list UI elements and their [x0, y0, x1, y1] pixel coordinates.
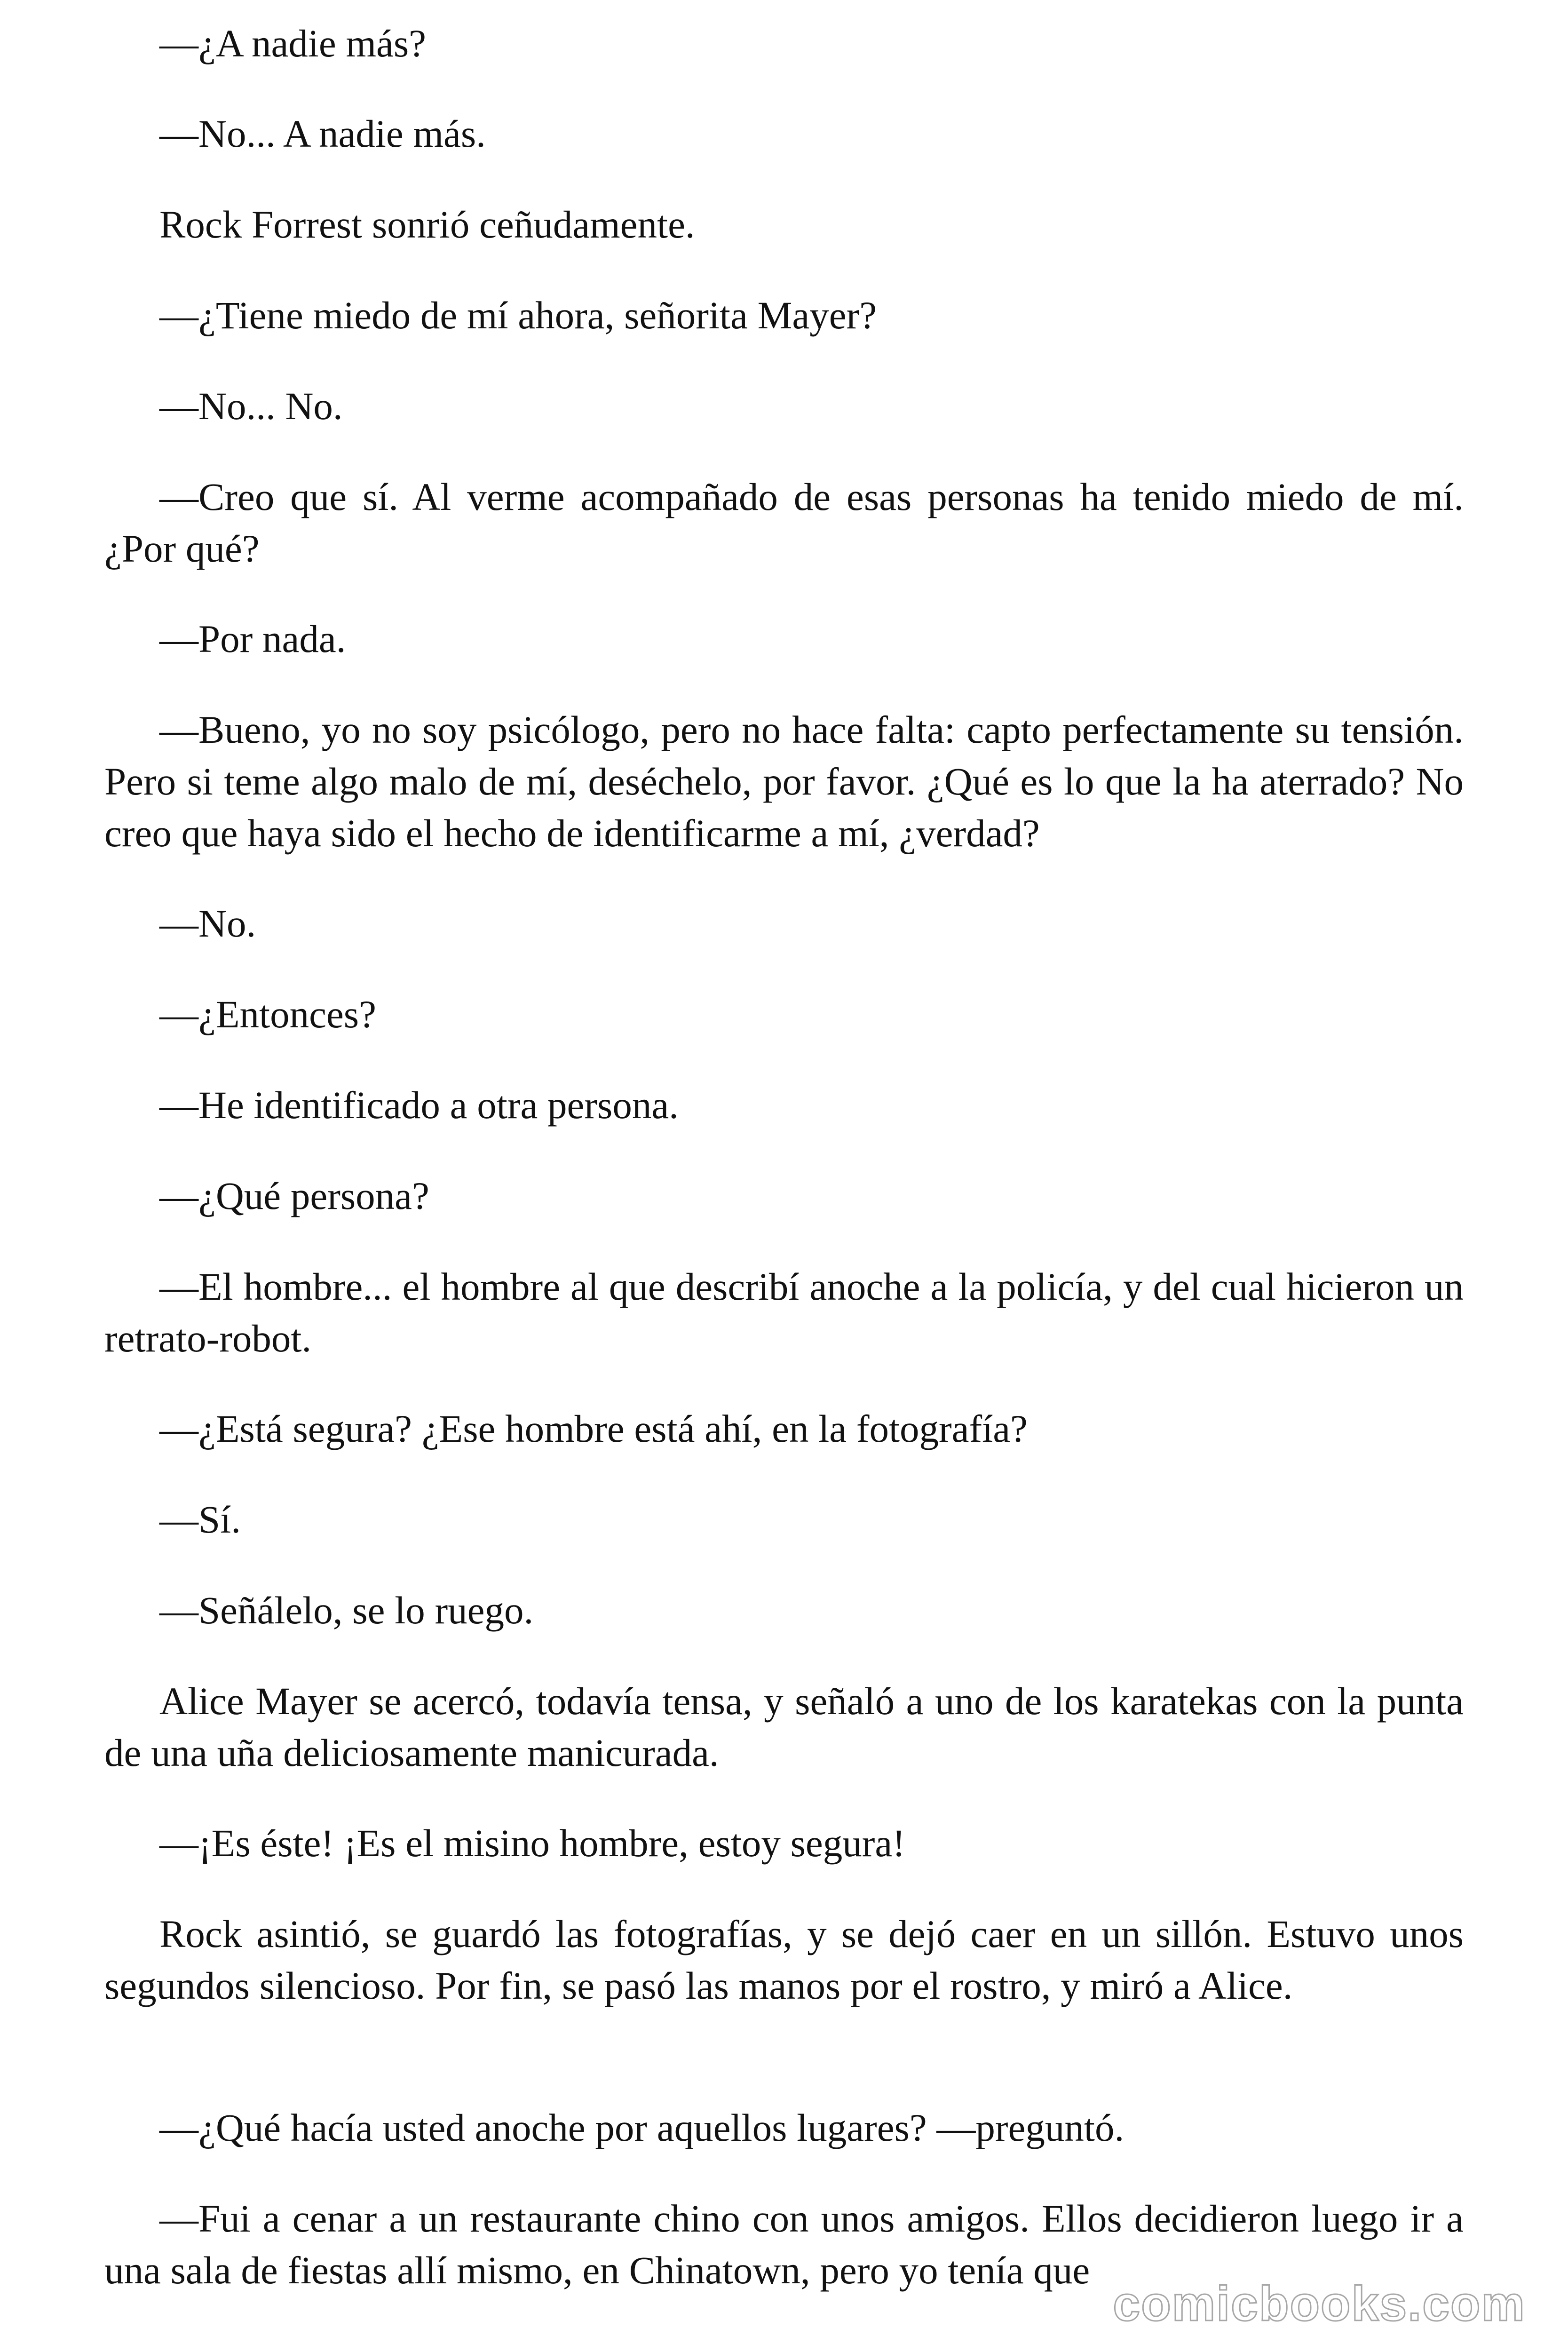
paragraph: —¿Entonces? — [159, 993, 376, 1036]
paragraph: —El hombre... el hombre al que describí anoche a la policía, y del cual hicieron un retrato-robot. — [104, 1265, 1464, 1360]
paragraph: —Creo que sí. Al verme acompañado de esas personas ha tenido miedo de mí. ¿Por qué? — [104, 475, 1464, 570]
paragraph: Rock Forrest sonrió ceñudamente. — [159, 203, 695, 246]
paragraph: —¿A nadie más? — [159, 22, 426, 65]
paragraph: —No. — [159, 902, 256, 945]
paragraph: Alice Mayer se acercó, todavía tensa, y señaló a uno de los karatekas con la punta de una uña deliciosamente manicurada. — [104, 1679, 1464, 1774]
paragraph: —¿Qué hacía usted anoche por aquellos lugares? —preguntó. — [159, 2106, 1125, 2149]
paragraph: —No... No. — [159, 384, 343, 428]
paragraph: —¿Está segura? ¿Ese hombre está ahí, en la fotografía? — [159, 1407, 1028, 1450]
paragraph: —¿Qué persona? — [159, 1174, 429, 1217]
paragraph: —Sí. — [159, 1498, 241, 1541]
paragraph: —Por nada. — [159, 617, 346, 660]
paragraph: —He identificado a otra persona. — [159, 1083, 679, 1127]
watermark-logo: comicbooks.com — [1113, 2277, 1526, 2331]
paragraph: —No... A nadie más. — [159, 112, 486, 155]
paragraph: Rock asintió, se guardó las fotografías, y se dejó caer en un sillón. Estuvo unos segundos silencioso. Por fin, se pasó las manos por el rostro, y miró a Alice. — [104, 1912, 1464, 2007]
paragraph: —Bueno, yo no soy psicólogo, pero no hace falta: capto perfectamente su tensión. Pero si teme algo malo de mí, deséchelo, por favor. ¿Qué es lo que la ha aterrado? No creo que haya sido el hecho de identificarme a mí, ¿verdad? — [104, 708, 1464, 855]
paragraph: —Fui a cenar a un restaurante chino con unos amigos. Ellos decidieron luego ir a una sala de fiestas allí mismo, en Chinatown, pero yo tenía que — [104, 2197, 1464, 2292]
paragraph: —¡Es éste! ¡Es el misino hombre, estoy segura! — [159, 1821, 905, 1865]
paragraph: —¿Tiene miedo de mí ahora, señorita Mayer? — [159, 294, 877, 337]
paragraph: —Señálelo, se lo ruego. — [159, 1589, 534, 1632]
